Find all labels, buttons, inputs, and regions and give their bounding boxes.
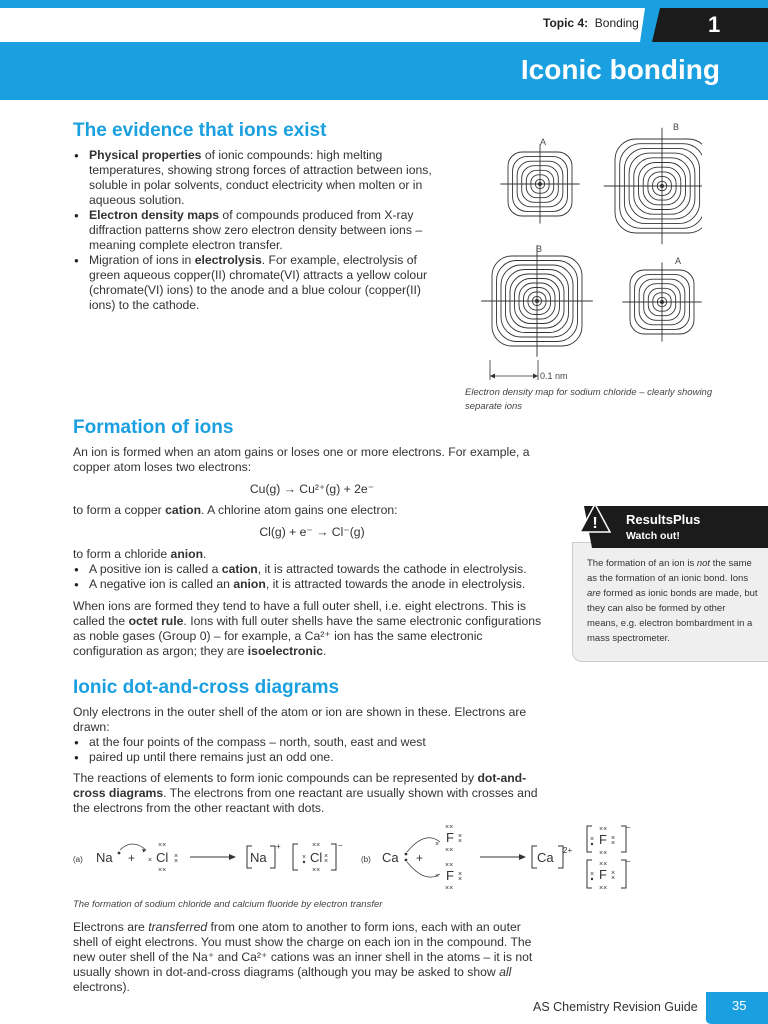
dotcross-paragraph [73, 771, 545, 816]
electron-crosses: ×× [599, 861, 608, 868]
calcium-electron-dot [405, 859, 408, 862]
diagram-label-a: (a) [73, 855, 83, 864]
transferred-electron-dot [303, 861, 305, 863]
electron-crosses: × [458, 838, 463, 845]
nucleus-dot [535, 299, 539, 303]
ion-fluoride: F [599, 867, 607, 882]
item-text: of ionic compounds: high melting temperatures, showing strong forces of attraction between ions, soluble in polar solvents, conduct electricity when molten or in aqueous solution. [89, 148, 432, 207]
transferred-electron-dot [591, 878, 593, 880]
ion-type-list [73, 562, 551, 592]
item-pre: Migration of ions in [89, 253, 195, 267]
ion-map-a-bottom-right [622, 262, 701, 341]
electron-crosses: × [458, 876, 463, 883]
electron-crosses: ×× [158, 842, 167, 849]
electron-crosses: × [148, 857, 153, 864]
formation-intro: An ion is formed when an atom gains or loses one or more electrons. For example, a copper atom loses two electrons: [73, 445, 530, 474]
evidence-list [73, 148, 443, 313]
calcium-electron-dot [405, 853, 408, 856]
item-bold: Electron density maps [89, 208, 220, 222]
electron-crosses: × [174, 858, 179, 865]
map-label-a: A [675, 256, 682, 266]
ion-fluoride: F [599, 832, 607, 847]
svg-text:!: ! [592, 515, 598, 532]
page-title: Iconic bonding [520, 54, 720, 85]
ion-sodium: Na [250, 850, 267, 865]
text: The formation of an ion is [587, 558, 697, 569]
fluoride-charge: − [626, 823, 631, 832]
atom-fluorine: F [446, 830, 454, 845]
text: , it is attracted towards the cathode in electrolysis. [257, 562, 527, 576]
electron-crosses: × [611, 840, 616, 847]
electron-crosses: × [302, 854, 307, 861]
electron-crosses: ×× [445, 847, 454, 854]
text: A negative ion is called an [89, 577, 234, 591]
electron-crosses: ×× [599, 850, 608, 857]
electron-crosses: ×× [312, 842, 321, 849]
calcium-charge: 2+ [563, 846, 573, 855]
formation-cation-text [73, 503, 551, 518]
formation-anion-text [73, 547, 551, 562]
topic-label: Topic 4: [543, 16, 589, 30]
text: formed as ionic bonds are made, but they can also be formed by other means, e.g. electron bombardment in a mass spectrometer. [587, 588, 758, 644]
text: . A chlorine atom gains one electron: [201, 503, 398, 517]
text: from one atom to another to form ions, each with an outer shell of eight electrons. You must show the charge on each ion in the compound. The new outer shell of the Na⁺ and Ca²⁺ cations was an inner shell in the atoms – it is not usually shown in dot-and-cross diagrams (although you may be asked to show [73, 920, 533, 979]
map-label-a: A [540, 137, 547, 147]
equation-copper: Cu(g) → Cu²⁺(g) + 2e⁻ [249, 482, 375, 496]
equation-chlorine: Cl(g) + e⁻ → Cl⁻(g) [259, 525, 365, 539]
ion-map-a-top-left [500, 144, 579, 223]
plus-sign: + [128, 851, 136, 865]
dotcross-rules [73, 735, 543, 765]
electron-crosses: ×× [312, 867, 321, 874]
results-plus-logo: ResultsPlus [626, 512, 701, 527]
sodium-charge: + [276, 842, 281, 851]
electron-density-map [462, 118, 702, 388]
electron-crosses: × [435, 873, 440, 880]
diagram-label-b: (b) [361, 855, 371, 864]
item-bold: electrolysis [194, 253, 262, 267]
text: , it is attracted towards the anode in electrolysis. [265, 577, 526, 591]
dotcross-intro: Only electrons in the outer shell of the atom or ion are shown in these. Electrons are drawn: [73, 705, 527, 734]
text-bold: anion [170, 547, 204, 561]
atom-chlorine: Cl [156, 850, 169, 865]
item-text: of compounds produced from X-ray diffraction patterns show zero electron density between ions – meaning complete electron transfer. [89, 208, 423, 252]
chloride-charge: − [338, 841, 343, 850]
item-text: . For example, electrolysis of green aqueous copper(II) chromate(VI) attracts a yellow colour (chromate(VI) ions) to the anode and a blue colour (copper(II) ions) to the cathode. [89, 253, 428, 312]
ion-calcium: Ca [537, 850, 554, 865]
transfer-paragraph [73, 920, 547, 995]
text: . Ions with full outer shells have the same electronic configurations as noble gases (Group 0) – for example, a Ca²⁺ ion has the same electronic configuration as argon; they are [73, 614, 542, 658]
watch-out-box [572, 502, 768, 660]
map-label-b: B [536, 244, 543, 254]
electron-crosses: × [458, 871, 463, 878]
watch-out-banner [572, 502, 768, 550]
text: to form a chloride [73, 547, 171, 561]
octet-rule-paragraph [73, 599, 549, 659]
electron-crosses: × [611, 835, 616, 842]
ion-chloride: Cl [310, 850, 323, 865]
electron-crosses: ×× [445, 885, 454, 892]
list-item [73, 148, 443, 208]
dot-cross-diagram [70, 822, 640, 892]
map-caption: Electron density map for sodium chloride – clearly showing separate ions [465, 387, 713, 412]
atom-calcium: Ca [382, 850, 399, 865]
electron-crosses: ×× [599, 885, 608, 892]
electron-crosses: × [590, 871, 595, 878]
text: The reactions of elements to form ionic compounds can be represented by [73, 771, 478, 785]
text-italic: all [499, 965, 512, 979]
page-number: 35 [732, 998, 747, 1013]
nucleus-dot [660, 300, 664, 304]
diagram-caption: The formation of sodium chloride and calcium fluoride by electron transfer [73, 899, 383, 910]
text: to form a copper [73, 503, 166, 517]
formation-heading: Formation of ions [73, 417, 234, 438]
electron-crosses: ×× [445, 824, 454, 831]
electron-crosses: × [590, 836, 595, 843]
text: . The electrons from one reactant are usually shown with crosses and the electrons from the other reactant with dots. [73, 786, 538, 815]
text: When ions are formed they tend to have a full outer shell, i.e. eight electrons. This is called the [73, 599, 526, 628]
list-item: ● paired up until there remains just an odd one. [73, 750, 543, 765]
atom-sodium: Na [96, 850, 113, 865]
page-footer [0, 992, 768, 1024]
electron-crosses: × [324, 853, 329, 860]
sodium-electron-dot [118, 852, 121, 855]
text: electrons). [73, 980, 130, 994]
atom-fluorine: F [446, 868, 454, 883]
text: . [322, 644, 327, 658]
list-item [73, 253, 443, 313]
text-italic: not [696, 558, 711, 569]
scale-bar [490, 360, 538, 380]
evidence-heading: The evidence that ions exist [73, 120, 327, 141]
text-italic: transferred [148, 920, 208, 934]
scale-label: 0.1 nm [540, 371, 568, 381]
text-bold: cation [165, 503, 202, 517]
text: the same as the formation of an ionic bond. Ions [587, 558, 752, 584]
electron-crosses: × [611, 870, 616, 877]
watch-out-label: Watch out! [626, 530, 680, 542]
text: A positive ion is called a [89, 562, 222, 576]
list-item [73, 562, 551, 577]
topic-name: Bonding [594, 16, 639, 30]
nucleus-dot [538, 182, 542, 186]
list-item [73, 208, 443, 253]
nucleus-dot [660, 184, 664, 188]
topic-indicator [543, 16, 639, 30]
chapter-number: 1 [708, 12, 721, 37]
guide-name: AS Chemistry Revision Guide [533, 1000, 698, 1014]
list-item: ● at the four points of the compass – north, south, east and west [73, 735, 543, 750]
watch-out-text [587, 556, 759, 646]
text-italic: are [587, 588, 601, 599]
electron-crosses: × [174, 853, 179, 860]
text-bold: cation [221, 562, 258, 576]
dotcross-heading: Ionic dot-and-cross diagrams [73, 677, 340, 698]
text-bold: dot-and-cross diagrams [73, 771, 527, 800]
plus-sign: + [416, 851, 424, 865]
transferred-electron-dot [591, 843, 593, 845]
electron-crosses: ×× [599, 826, 608, 833]
text-bold: anion [233, 577, 266, 591]
list-item [73, 577, 551, 592]
item-bold: Physical properties [89, 148, 202, 162]
map-label-b: B [673, 122, 680, 132]
electron-crosses: × [458, 833, 463, 840]
page-header [0, 0, 768, 100]
ion-map-b-top-right [604, 128, 702, 245]
text-bold: octet rule [128, 614, 184, 628]
electron-crosses: × [435, 841, 440, 848]
text-bold: isoelectronic [247, 644, 323, 658]
text: Electrons are [73, 920, 149, 934]
electron-crosses: × [324, 858, 329, 865]
text: . [203, 547, 207, 561]
electron-crosses: ×× [158, 867, 167, 874]
electron-crosses: ×× [445, 862, 454, 869]
electron-crosses: × [611, 875, 616, 882]
fluoride-charge: − [626, 857, 631, 866]
ion-map-b-bottom-left [481, 245, 593, 357]
